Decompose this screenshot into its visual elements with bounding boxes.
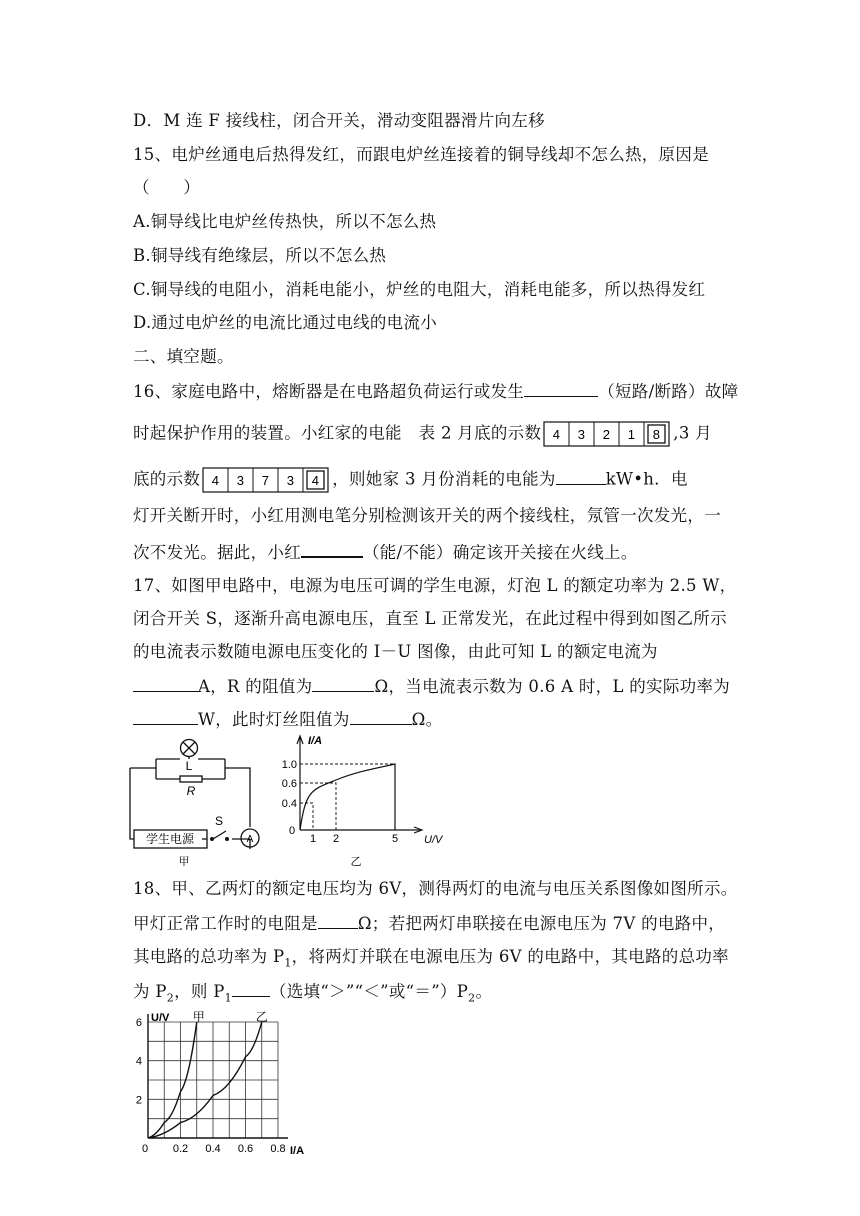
q16-line5 xyxy=(133,540,638,564)
text-seg: ，则她家 3 月份消耗的电能为 xyxy=(332,469,556,489)
ui-chart xyxy=(128,1008,328,1158)
meter-digit: 1 xyxy=(628,427,636,442)
answer-blank xyxy=(524,380,598,397)
section-heading: 二、填空题。 xyxy=(133,347,234,366)
meter-digit: 3 xyxy=(236,473,245,488)
meter-reading-feb xyxy=(543,420,671,448)
y-tick-label: 6 xyxy=(135,1017,142,1029)
text-seg: 16、家庭电路中，熔断器是在电路超负荷运行或发生 xyxy=(133,382,525,401)
answer-blank xyxy=(133,708,198,725)
answer-blank xyxy=(232,980,270,997)
text-seg: 次不发光。据此，小红 xyxy=(133,543,301,562)
y-tick: 0.4 xyxy=(281,798,297,810)
answer-blank xyxy=(318,912,358,929)
text-seg: 时起保护作用的装置。小红家的电能 表 2 月底的示数 xyxy=(133,423,542,443)
subscript: 2 xyxy=(468,991,476,1005)
option-d-line: D．M 连 F 接线柱，闭合开关，滑动变阻器滑片向左移 xyxy=(133,111,545,130)
q17-line1: 17、如图甲电路中，电源为电压可调的学生电源，灯泡 L 的额定功率为 2.5 W， xyxy=(133,576,737,595)
iu-graph xyxy=(278,730,448,870)
text-seg: 为 P xyxy=(133,982,167,1001)
text-seg: W，此时灯丝阻值为 xyxy=(198,710,350,729)
q16-line1 xyxy=(133,380,738,403)
text-seg: （短路/断路）故障 xyxy=(598,382,739,401)
circuit-diagram xyxy=(122,735,272,870)
q16-line4: 灯开关断开时，小红用测电笔分别检测该开关的两个接线柱，氖管一次发光，一 xyxy=(133,506,721,525)
resistor-label: R xyxy=(186,784,196,798)
q17-line3: 的电流表示数随电源电压变化的 I－U 图像，由此可知 L 的额定电流为 xyxy=(133,642,658,661)
origin-label: 0 xyxy=(288,825,296,837)
answer-blank xyxy=(350,708,412,725)
q16-line2 xyxy=(133,420,712,448)
x-tick: 2 xyxy=(332,833,340,845)
text-seg: kW•h．电 xyxy=(605,469,688,489)
answer-blank xyxy=(312,675,374,692)
power-source-label: 学生电源 xyxy=(145,832,195,846)
x-tick: 5 xyxy=(391,833,399,845)
y-tick-label: 2 xyxy=(135,1094,142,1107)
x-axis-label: U/V xyxy=(424,834,443,846)
q15-stem: 15、电炉丝通电后热得发红，而跟电炉丝连接着的铜导线却不怎么热，原因是 xyxy=(133,145,709,164)
q18-line4 xyxy=(133,980,492,1009)
q18-line2 xyxy=(133,912,725,935)
x-tick-label: 0 xyxy=(141,1143,149,1155)
y-tick: 0.6 xyxy=(281,778,297,790)
text-seg: （选填“＞”“＜”或“＝”）P xyxy=(269,982,469,1001)
series-label: 乙 xyxy=(255,1010,268,1024)
answer-blank xyxy=(133,675,198,692)
answer-blank xyxy=(301,540,363,558)
x-tick-label: 0.8 xyxy=(270,1143,286,1155)
meter-digit: 3 xyxy=(286,473,295,488)
x-tick-label: 0.6 xyxy=(237,1143,254,1155)
switch-label: S xyxy=(214,814,224,828)
text-seg: 其电路的总功率为 P xyxy=(133,947,285,966)
circuit-caption: 甲 xyxy=(178,856,190,868)
text-seg: ，则 P xyxy=(174,982,225,1001)
q17-line2: 闭合开关 S，逐渐升高电源电压，直至 L 正常发光，在此过程中得到如图乙所示 xyxy=(133,609,727,628)
meter-digit: 4 xyxy=(211,473,220,488)
q16-line3 xyxy=(133,466,688,494)
q15-option-a: A.铜导线比电炉丝传热快，所以不怎么热 xyxy=(133,212,437,231)
q18-line1: 18、甲、乙两灯的额定电压均为 6V，测得两灯的电流与电压关系图像如图所示。 xyxy=(133,879,738,898)
text-seg: A，R 的阻值为 xyxy=(198,677,313,696)
meter-digit: 3 xyxy=(578,427,586,442)
q17-line5 xyxy=(133,708,442,731)
q18-line3 xyxy=(133,946,729,974)
x-tick: 1 xyxy=(309,833,317,845)
text-seg: 甲灯正常工作时的电阻是 xyxy=(133,914,318,933)
text-seg: （能/不能）确定该开关接在火线上。 xyxy=(363,543,638,562)
text-seg: ，将两灯并联在电源电压为 6V 的电路中，其电路的总功率 xyxy=(291,947,729,966)
y-axis-label: I/A xyxy=(308,735,323,747)
meter-digit: 4 xyxy=(311,473,320,488)
graph-caption: 乙 xyxy=(350,856,362,868)
y-tick: 1.0 xyxy=(281,759,297,771)
text-seg: Ω，当电流表示数为 0.6 A 时，L 的实际功率为 xyxy=(374,677,731,696)
y-axis-label: U/V xyxy=(151,1012,170,1024)
series-label: 甲 xyxy=(192,1010,205,1024)
text-seg: 底的示数 xyxy=(133,469,201,489)
meter-digit: 2 xyxy=(603,427,611,442)
text-seg: Ω。 xyxy=(411,710,443,729)
x-tick-label: 0.4 xyxy=(205,1143,221,1155)
meter-digit: 7 xyxy=(261,473,270,488)
subscript: 1 xyxy=(284,956,292,970)
answer-blank xyxy=(556,468,606,485)
meter-digit: 4 xyxy=(553,427,561,442)
y-tick-label: 4 xyxy=(135,1055,142,1068)
q15-blank: （ ） xyxy=(133,178,201,197)
meter-digit: 8 xyxy=(653,427,661,442)
ammeter-label: A xyxy=(246,834,254,845)
text-seg: Ω；若把两灯串联接在电源电压为 7V 的电路中， xyxy=(357,914,726,933)
q17-line4 xyxy=(133,675,730,698)
text-seg: 。 xyxy=(475,982,493,1001)
lamp-label: L xyxy=(185,759,193,773)
subscript: 2 xyxy=(166,991,175,1005)
x-tick-label: 0.2 xyxy=(172,1143,189,1155)
subscript: 1 xyxy=(224,991,232,1005)
x-axis-label: I/A xyxy=(290,1145,305,1157)
q15-option-b: B.铜导线有绝缘层，所以不怎么热 xyxy=(133,246,387,265)
q15-option-c: C.铜导线的电阻小，消耗电能小，炉丝的电阻大，消耗电能多，所以热得发红 xyxy=(133,280,706,299)
q15-option-d: D.通过电炉丝的电流比通过电线的电流小 xyxy=(133,313,438,332)
meter-reading-mar xyxy=(202,466,330,494)
text-seg: ,3 月 xyxy=(673,423,712,443)
